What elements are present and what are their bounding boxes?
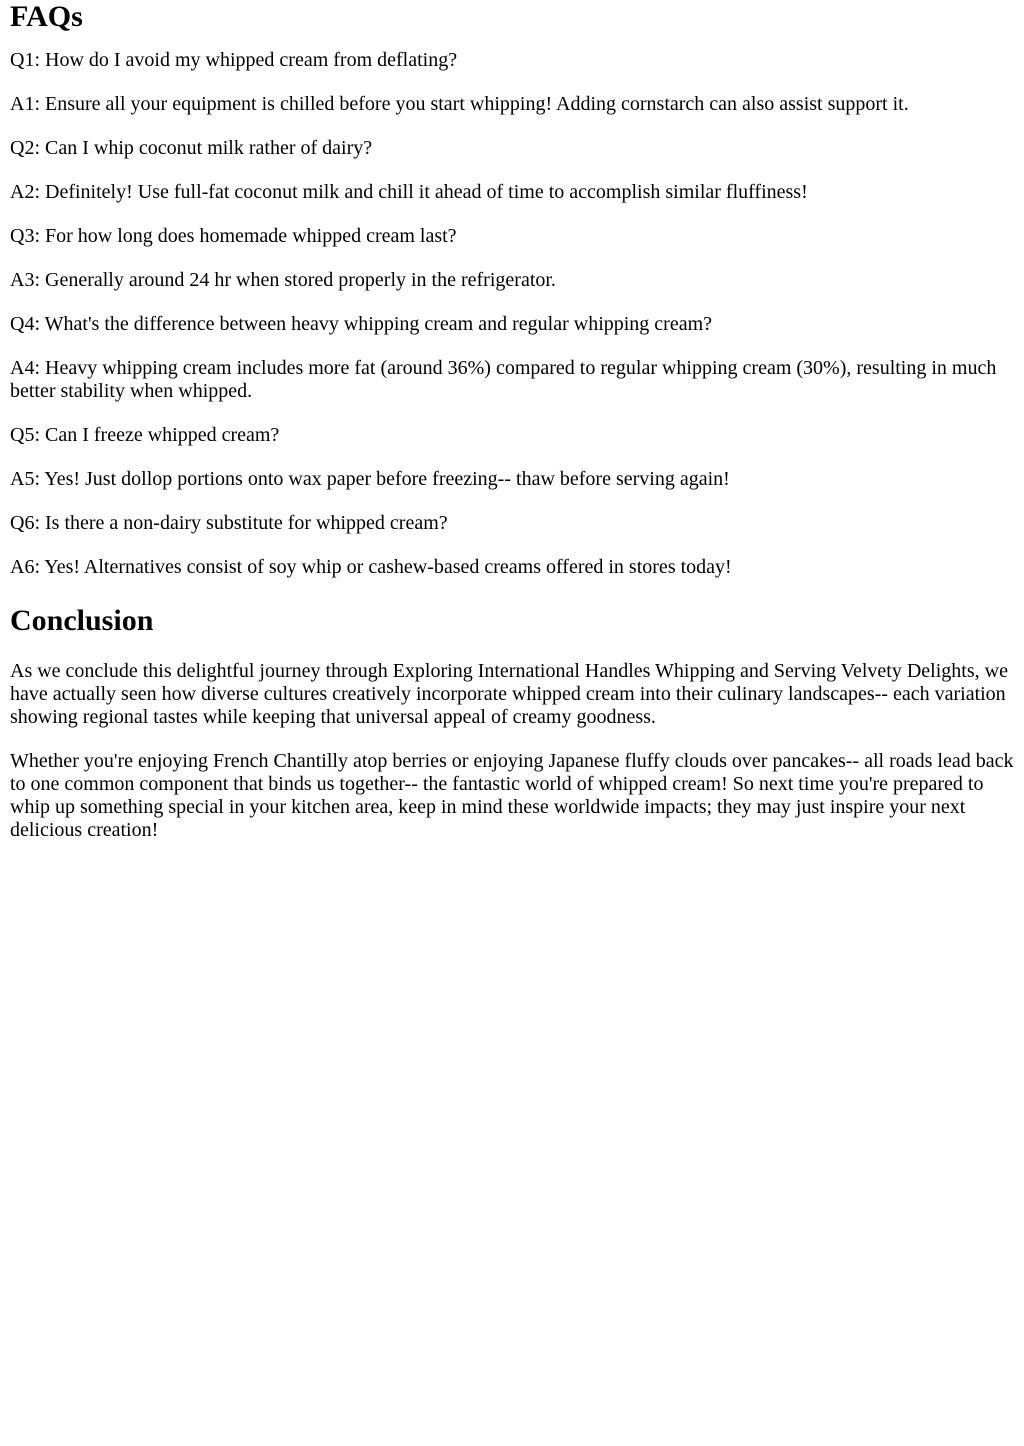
faq-answer-4: A4: Heavy whipping cream includes more fat (around 36%) compared to regular whipping cream (30%), resulting in much better stability when whipped. bbox=[10, 357, 997, 402]
conclusion-section bbox=[10, 604, 1014, 842]
faq-question-5: Q5: Can I freeze whipped cream? bbox=[10, 424, 280, 446]
faq-answer-2: A2: Definitely! Use full-fat coconut milk and chill it ahead of time to accomplish similar fluffiness! bbox=[10, 181, 808, 203]
conclusion-paragraph-2: Whether you're enjoying French Chantilly atop berries or enjoying Japanese fluffy clouds over pancakes-- all roads lead back to one common component that binds us together-- the fantastic world of whipped cream! So next time you're prepared to whip up something special in your kitchen area, keep in mind these worldwide impacts; they may just inspire your next delicious creation! bbox=[10, 750, 1014, 841]
faq-answer-1: A1: Ensure all your equipment is chilled before you start whipping! Adding cornstarch can also assist support it. bbox=[10, 93, 909, 115]
faq-question-1: Q1: How do I avoid my whipped cream from deflating? bbox=[10, 49, 458, 71]
faq-question-2: Q2: Can I whip coconut milk rather of dairy? bbox=[10, 137, 373, 159]
faq-question-3: Q3: For how long does homemade whipped cream last? bbox=[10, 225, 457, 247]
faq-question-4: Q4: What's the difference between heavy whipping cream and regular whipping cream? bbox=[10, 313, 713, 335]
conclusion-heading: Conclusion bbox=[10, 604, 154, 637]
faq-answer-6: A6: Yes! Alternatives consist of soy whip or cashew-based creams offered in stores today! bbox=[10, 556, 732, 578]
faq-question-6: Q6: Is there a non-dairy substitute for whipped cream? bbox=[10, 512, 448, 534]
faq-heading: FAQs bbox=[10, 0, 83, 33]
conclusion-paragraph-1: As we conclude this delightful journey through Exploring International Handles Whipping and Serving Velvety Delights, we have actually seen how diverse cultures creatively incorporate whipped cream into their culinary landscapes-- each variation showing regional tastes while keeping that universal appeal of creamy goodness. bbox=[10, 660, 1008, 728]
faq-answer-5: A5: Yes! Just dollop portions onto wax paper before freezing-- thaw before serving again! bbox=[10, 468, 730, 490]
faq-answer-3: A3: Generally around 24 hr when stored properly in the refrigerator. bbox=[10, 269, 556, 291]
faq-section bbox=[10, 0, 1014, 579]
